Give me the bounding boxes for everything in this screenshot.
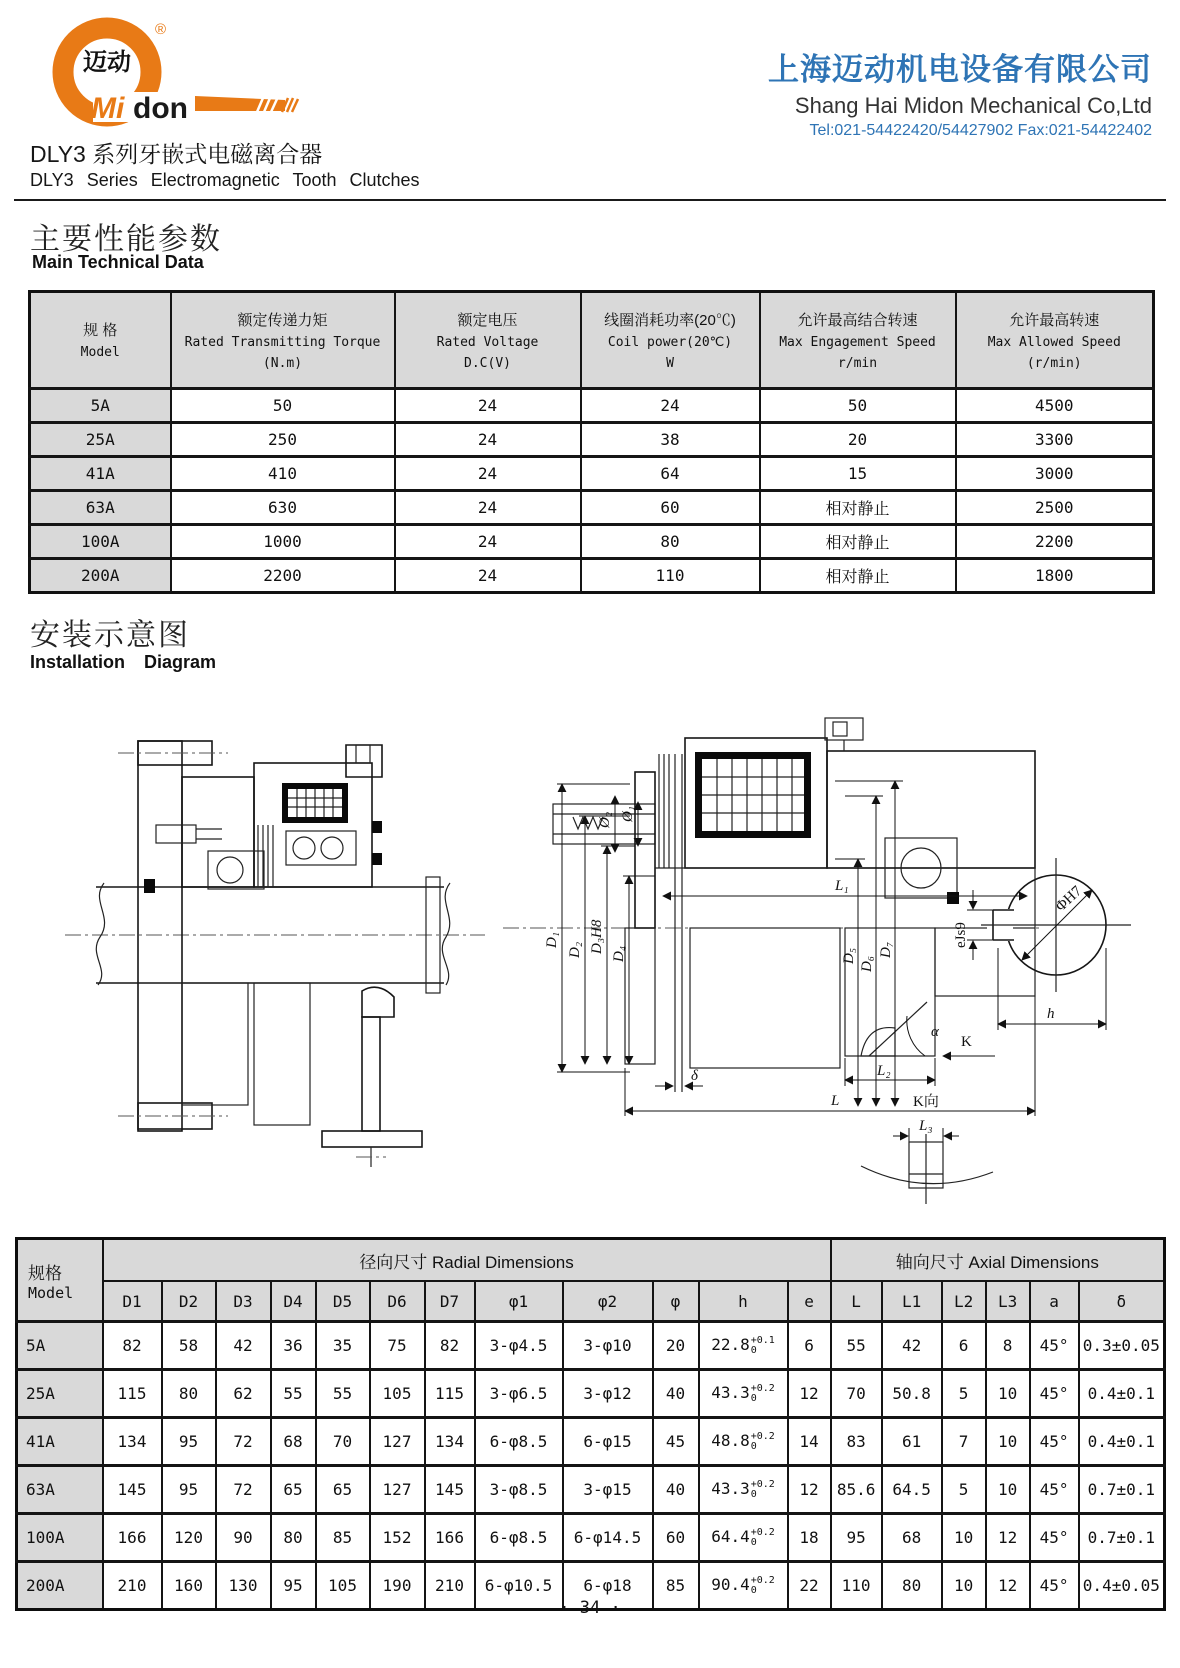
page-number: · 34 · — [559, 1598, 621, 1618]
dim-value-cell: 152 — [370, 1514, 425, 1562]
dim-value-cell: 48.8 +0.2 0 — [699, 1418, 788, 1466]
d4-label: D₄ — [611, 945, 627, 962]
dim-col-L1: L1 — [882, 1281, 942, 1322]
dim-value-cell: 134 — [103, 1418, 162, 1466]
dim-value-cell: 3-φ8.5 — [475, 1466, 563, 1514]
dim-value-cell: 12 — [986, 1514, 1030, 1562]
tech-model-cell: 100A — [30, 525, 171, 559]
dim-model-cell: 5A — [17, 1322, 103, 1370]
dim-value-cell: 80 — [271, 1514, 316, 1562]
tech-value-cell: 110 — [581, 559, 760, 593]
dim-value-cell: 134 — [425, 1418, 475, 1466]
dim-value-cell: 3-φ15 — [563, 1466, 653, 1514]
tech-col-header-0: 规 格 Model — [30, 292, 171, 389]
dim-value-cell: 85 — [653, 1562, 699, 1610]
dim-value-cell: 50.8 — [882, 1370, 942, 1418]
ball-bearing — [208, 851, 264, 889]
tech-value-cell: 64 — [581, 457, 760, 491]
tech-value-cell: 20 — [760, 423, 956, 457]
dim-value-cell: 42 — [882, 1322, 942, 1370]
dim-value-cell: 130 — [216, 1562, 271, 1610]
tech-value-cell: 4500 — [956, 389, 1154, 423]
dim-value-cell: 10 — [942, 1514, 986, 1562]
tech-value-cell: 38 — [581, 423, 760, 457]
dim-col-D6: D6 — [370, 1281, 425, 1322]
delta-label: δ — [691, 1068, 698, 1084]
dim-col-φ: φ — [653, 1281, 699, 1322]
tech-value-cell: 24 — [395, 389, 581, 423]
tech-row-200A — [30, 559, 1154, 593]
dim-col-a: a — [1030, 1281, 1079, 1322]
tech-model-cell: 200A — [30, 559, 171, 593]
tech-value-cell: 2200 — [956, 525, 1154, 559]
dim-value-cell: 65 — [271, 1466, 316, 1514]
dim-value-cell: 0.4±0.1 — [1079, 1418, 1165, 1466]
h-label: h — [1047, 1006, 1055, 1022]
dim-value-cell: 35 — [316, 1322, 370, 1370]
tech-table-body — [30, 389, 1154, 593]
l1-label: L₁ — [835, 878, 849, 894]
dim-value-cell: 105 — [316, 1562, 370, 1610]
dim-value-cell: 6 — [942, 1322, 986, 1370]
d3-label: D₃H8 — [589, 919, 605, 954]
dim-row-63A — [17, 1466, 1165, 1514]
bolt — [156, 825, 196, 843]
dim-value-cell: 72 — [216, 1466, 271, 1514]
air-gap — [675, 754, 682, 1092]
dim-value-cell: 58 — [162, 1322, 216, 1370]
dim-value-cell: 95 — [271, 1562, 316, 1610]
tech-model-cell: 25A — [30, 423, 171, 457]
tech-col-header-4: 允许最高结合转速 Max Engagement Speed r/min — [760, 292, 956, 389]
dim-value-cell: 45° — [1030, 1562, 1079, 1610]
dim-value-cell: 7 — [942, 1418, 986, 1466]
company-contact: Tel:021-54422420/54427902 Fax:021-54422402 — [809, 122, 1152, 139]
tech-value-cell: 3300 — [956, 423, 1154, 457]
dim-value-cell: 120 — [162, 1514, 216, 1562]
dim-value-cell: 90 — [216, 1514, 271, 1562]
dim-value-cell: 43.3 +0.2 0 — [699, 1466, 788, 1514]
tech-value-cell: 3000 — [956, 457, 1154, 491]
page-title-cn: DLY3 系列牙嵌式电磁离合器 — [30, 141, 323, 167]
dim-value-cell: 166 — [425, 1514, 475, 1562]
dimension-table — [15, 1237, 1166, 1611]
d1-label: D₁ — [544, 931, 560, 948]
support-foot — [322, 987, 422, 1167]
dim-col-h: h — [699, 1281, 788, 1322]
tech-value-cell: 24 — [395, 491, 581, 525]
dim-model-cell: 41A — [17, 1418, 103, 1466]
phi1-label: Ø₁ — [620, 805, 636, 822]
dim-col-D4: D4 — [271, 1281, 316, 1322]
dim-col-D2: D2 — [162, 1281, 216, 1322]
dim-value-cell: 65 — [316, 1466, 370, 1514]
dim-value-cell: 6-φ8.5 — [475, 1514, 563, 1562]
dim-value-cell: 85.6 — [831, 1466, 882, 1514]
tech-row-63A — [30, 491, 1154, 525]
dim-value-cell: 55 — [271, 1370, 316, 1418]
axial-dimensions-header: 轴向尺寸 Axial Dimensions — [831, 1239, 1165, 1282]
dim-value-cell: 6-φ18 — [563, 1562, 653, 1610]
dim-value-cell: 75 — [370, 1322, 425, 1370]
dim-value-cell: 166 — [103, 1514, 162, 1562]
company-block — [768, 44, 1152, 140]
company-name-cn: 上海迈动机电设备有限公司 — [768, 52, 1152, 87]
dim-value-cell: 12 — [986, 1562, 1030, 1610]
dim-value-cell: 61 — [882, 1418, 942, 1466]
dim-value-cell: 105 — [370, 1370, 425, 1418]
dim-value-cell: 210 — [103, 1562, 162, 1610]
d5-label: D₅ — [841, 947, 857, 964]
dim-value-cell: 43.3 +0.2 0 — [699, 1370, 788, 1418]
dim-value-cell: 0.3±0.05 — [1079, 1322, 1165, 1370]
phih7-label: ΦH7 — [1052, 883, 1086, 915]
k-label: K — [961, 1034, 972, 1050]
tech-row-41A — [30, 457, 1154, 491]
tech-model-cell: 5A — [30, 389, 171, 423]
dim-value-cell: 55 — [831, 1322, 882, 1370]
dim-value-cell: 40 — [653, 1370, 699, 1418]
tech-col-header-2: 额定电压 Rated Voltage D.C(V) — [395, 292, 581, 389]
tech-value-cell: 24 — [581, 389, 760, 423]
dim-value-cell: 45° — [1030, 1514, 1079, 1562]
dim-value-cell: 6-φ15 — [563, 1418, 653, 1466]
main-technical-data-table — [28, 290, 1155, 594]
dim-value-cell: 45° — [1030, 1418, 1079, 1466]
dim-value-cell: 0.7±0.1 — [1079, 1514, 1165, 1562]
tech-value-cell: 410 — [171, 457, 395, 491]
dim-value-cell: 70 — [316, 1418, 370, 1466]
dim-value-cell: 0.4±0.05 — [1079, 1562, 1165, 1610]
dim-col-D3: D3 — [216, 1281, 271, 1322]
tech-row-25A — [30, 423, 1154, 457]
dim-value-cell: 190 — [370, 1562, 425, 1610]
dim-table-body — [17, 1322, 1165, 1610]
dim-value-cell: 110 — [831, 1562, 882, 1610]
dim-model-cell: 63A — [17, 1466, 103, 1514]
logo-brand-cn: 迈动 — [83, 49, 131, 76]
section-installation-title-cn: 安装示意图 — [30, 619, 190, 652]
dim-value-cell: 55 — [316, 1370, 370, 1418]
dim-value-cell: 62 — [216, 1370, 271, 1418]
tech-value-cell: 80 — [581, 525, 760, 559]
keyway-detail — [953, 858, 1131, 1030]
dim-value-cell: 40 — [653, 1466, 699, 1514]
dim-value-cell: 5 — [942, 1370, 986, 1418]
ejs9-label: eJs9 — [953, 922, 969, 948]
tech-value-cell: 1000 — [171, 525, 395, 559]
dim-value-cell: 10 — [942, 1562, 986, 1610]
dim-col-D1: D1 — [103, 1281, 162, 1322]
dim-value-cell: 127 — [370, 1418, 425, 1466]
dim-row-41A — [17, 1418, 1165, 1466]
tech-value-cell: 50 — [171, 389, 395, 423]
tech-table-head — [30, 292, 1154, 389]
d6-label: D₆ — [859, 955, 875, 972]
dim-row-100A — [17, 1514, 1165, 1562]
dim-value-cell: 12 — [788, 1370, 831, 1418]
tech-model-cell: 41A — [30, 457, 171, 491]
dim-value-cell: 82 — [103, 1322, 162, 1370]
dim-col-φ1: φ1 — [475, 1281, 563, 1322]
tech-value-cell: 50 — [760, 389, 956, 423]
dim-col-δ: δ — [1079, 1281, 1165, 1322]
dim-value-cell: 10 — [986, 1466, 1030, 1514]
dim-model-cell: 25A — [17, 1370, 103, 1418]
dim-value-cell: 10 — [986, 1370, 1030, 1418]
tech-value-cell: 相对静止 — [760, 525, 956, 559]
tech-value-cell: 2200 — [171, 559, 395, 593]
dim-value-cell: 145 — [103, 1466, 162, 1514]
header-rule — [14, 199, 1166, 201]
tech-row-5A — [30, 389, 1154, 423]
length-dims — [625, 878, 1035, 1116]
dim-value-cell: 115 — [103, 1370, 162, 1418]
dim-value-cell: 20 — [653, 1322, 699, 1370]
dim-value-cell: 3-φ12 — [563, 1370, 653, 1418]
dim-col-L3: L3 — [986, 1281, 1030, 1322]
dim-value-cell: 90.4 +0.2 0 — [699, 1562, 788, 1610]
dim-value-cell: 64.4 +0.2 0 — [699, 1514, 788, 1562]
dim-value-cell: 72 — [216, 1418, 271, 1466]
dim-value-cell: 14 — [788, 1418, 831, 1466]
tech-row-100A — [30, 525, 1154, 559]
dim-col-e: e — [788, 1281, 831, 1322]
dim-value-cell: 68 — [271, 1418, 316, 1466]
dim-row-5A — [17, 1322, 1165, 1370]
l-label: L — [831, 1093, 840, 1109]
registered-mark-icon: ® — [155, 21, 167, 38]
dim-value-cell: 95 — [831, 1514, 882, 1562]
dim-value-cell: 0.7±0.1 — [1079, 1466, 1165, 1514]
tech-value-cell: 相对静止 — [760, 491, 956, 525]
dim-value-cell: 45° — [1030, 1466, 1079, 1514]
tech-value-cell: 24 — [395, 457, 581, 491]
mounting-flange — [118, 741, 228, 1131]
dim-value-cell: 45° — [1030, 1322, 1079, 1370]
d7-label: D₇ — [878, 941, 894, 958]
tech-value-cell: 24 — [395, 559, 581, 593]
dim-col-D7: D7 — [425, 1281, 475, 1322]
d2-label: D₂ — [567, 941, 583, 958]
section-performance-title-cn: 主要性能参数 — [30, 223, 222, 256]
tech-value-cell: 630 — [171, 491, 395, 525]
dim-value-cell: 115 — [425, 1370, 475, 1418]
dim-value-cell: 36 — [271, 1322, 316, 1370]
dim-value-cell: 6-φ8.5 — [475, 1418, 563, 1466]
dim-value-cell: 127 — [370, 1466, 425, 1514]
terminal-bracket — [346, 745, 382, 777]
tech-value-cell: 24 — [395, 423, 581, 457]
dim-value-cell: 6 — [788, 1322, 831, 1370]
dim-value-cell: 80 — [162, 1370, 216, 1418]
dim-value-cell: 70 — [831, 1370, 882, 1418]
logo-brand-mi: Mi — [91, 92, 125, 125]
tech-col-header-3: 线圈消耗功率(20℃) Coil power(20℃) W — [581, 292, 760, 389]
dim-model-cell: 200A — [17, 1562, 103, 1610]
dim-value-cell: 6-φ10.5 — [475, 1562, 563, 1610]
section-installation-title-en: Installation Diagram — [30, 652, 217, 672]
tech-value-cell: 2500 — [956, 491, 1154, 525]
dim-value-cell: 10 — [986, 1418, 1030, 1466]
company-name-en: Shang Hai Midon Mechanical Co,Ltd — [794, 93, 1152, 118]
dim-value-cell: 160 — [162, 1562, 216, 1610]
dim-value-cell: 0.4±0.1 — [1079, 1370, 1165, 1418]
dim-table-head — [17, 1239, 1165, 1322]
dim-value-cell: 3-φ6.5 — [475, 1370, 563, 1418]
tech-col-header-1: 额定传递力矩 Rated Transmitting Torque (N.m) — [171, 292, 395, 389]
phi2-label: Ø₂ — [597, 811, 613, 828]
dim-value-cell: 83 — [831, 1418, 882, 1466]
dim-model-cell: 100A — [17, 1514, 103, 1562]
terminal — [825, 718, 863, 740]
installation-section-drawing — [60, 685, 490, 1170]
dim-value-cell: 45° — [1030, 1370, 1079, 1418]
tech-value-cell: 60 — [581, 491, 760, 525]
dim-value-cell: 5 — [942, 1466, 986, 1514]
dim-value-cell: 68 — [882, 1514, 942, 1562]
dim-value-cell: 45 — [653, 1418, 699, 1466]
dim-value-cell: 85 — [316, 1514, 370, 1562]
tech-value-cell: 相对静止 — [760, 559, 956, 593]
tech-value-cell: 1800 — [956, 559, 1154, 593]
dim-value-cell: 145 — [425, 1466, 475, 1514]
tech-model-cell: 63A — [30, 491, 171, 525]
tech-value-cell: 15 — [760, 457, 956, 491]
page-title-en: DLY3 Series Electromagnetic Tooth Clutches — [30, 170, 420, 190]
dim-value-cell: 80 — [882, 1562, 942, 1610]
kview-label: K向 — [913, 1094, 939, 1110]
dim-value-cell: 210 — [425, 1562, 475, 1610]
dim-value-cell: 64.5 — [882, 1466, 942, 1514]
alpha-label: α — [931, 1024, 939, 1040]
tech-value-cell: 250 — [171, 423, 395, 457]
dim-model-header: 规格 Model — [17, 1239, 103, 1322]
clutch-body — [144, 745, 382, 893]
midon-logo — [35, 12, 295, 134]
dim-value-cell: 6-φ14.5 — [563, 1514, 653, 1562]
dim-value-cell: 95 — [162, 1466, 216, 1514]
radial-dimensions-header: 径向尺寸 Radial Dimensions — [103, 1239, 831, 1282]
tech-col-header-5: 允许最高转速 Max Allowed Speed (r/min) — [956, 292, 1154, 389]
section-performance-title-en: Main Technical Data — [32, 252, 204, 272]
l2-label: L₂ — [877, 1063, 891, 1079]
dim-col-L: L — [831, 1281, 882, 1322]
dim-value-cell: 18 — [788, 1514, 831, 1562]
dim-value-cell: 22.8 +0.1 0 — [699, 1322, 788, 1370]
dim-value-cell: 42 — [216, 1322, 271, 1370]
tech-value-cell: 24 — [395, 525, 581, 559]
dim-col-D5: D5 — [316, 1281, 370, 1322]
dim-value-cell: 22 — [788, 1562, 831, 1610]
dim-value-cell: 82 — [425, 1322, 475, 1370]
installation-dimension-drawing — [495, 696, 1177, 1236]
dim-col-L2: L2 — [942, 1281, 986, 1322]
dim-value-cell: 12 — [788, 1466, 831, 1514]
dim-value-cell: 3-φ10 — [563, 1322, 653, 1370]
tooth-angle-feature — [861, 1002, 995, 1056]
dim-value-cell: 60 — [653, 1514, 699, 1562]
dim-value-cell: 95 — [162, 1418, 216, 1466]
dim-value-cell: 3-φ4.5 — [475, 1322, 563, 1370]
dim-value-cell: 8 — [986, 1322, 1030, 1370]
dim-col-φ2: φ2 — [563, 1281, 653, 1322]
k-view-detail — [861, 1093, 993, 1204]
logo-brand-don: don — [133, 92, 188, 125]
dim-row-25A — [17, 1370, 1165, 1418]
l3-label: L₃ — [919, 1118, 933, 1134]
